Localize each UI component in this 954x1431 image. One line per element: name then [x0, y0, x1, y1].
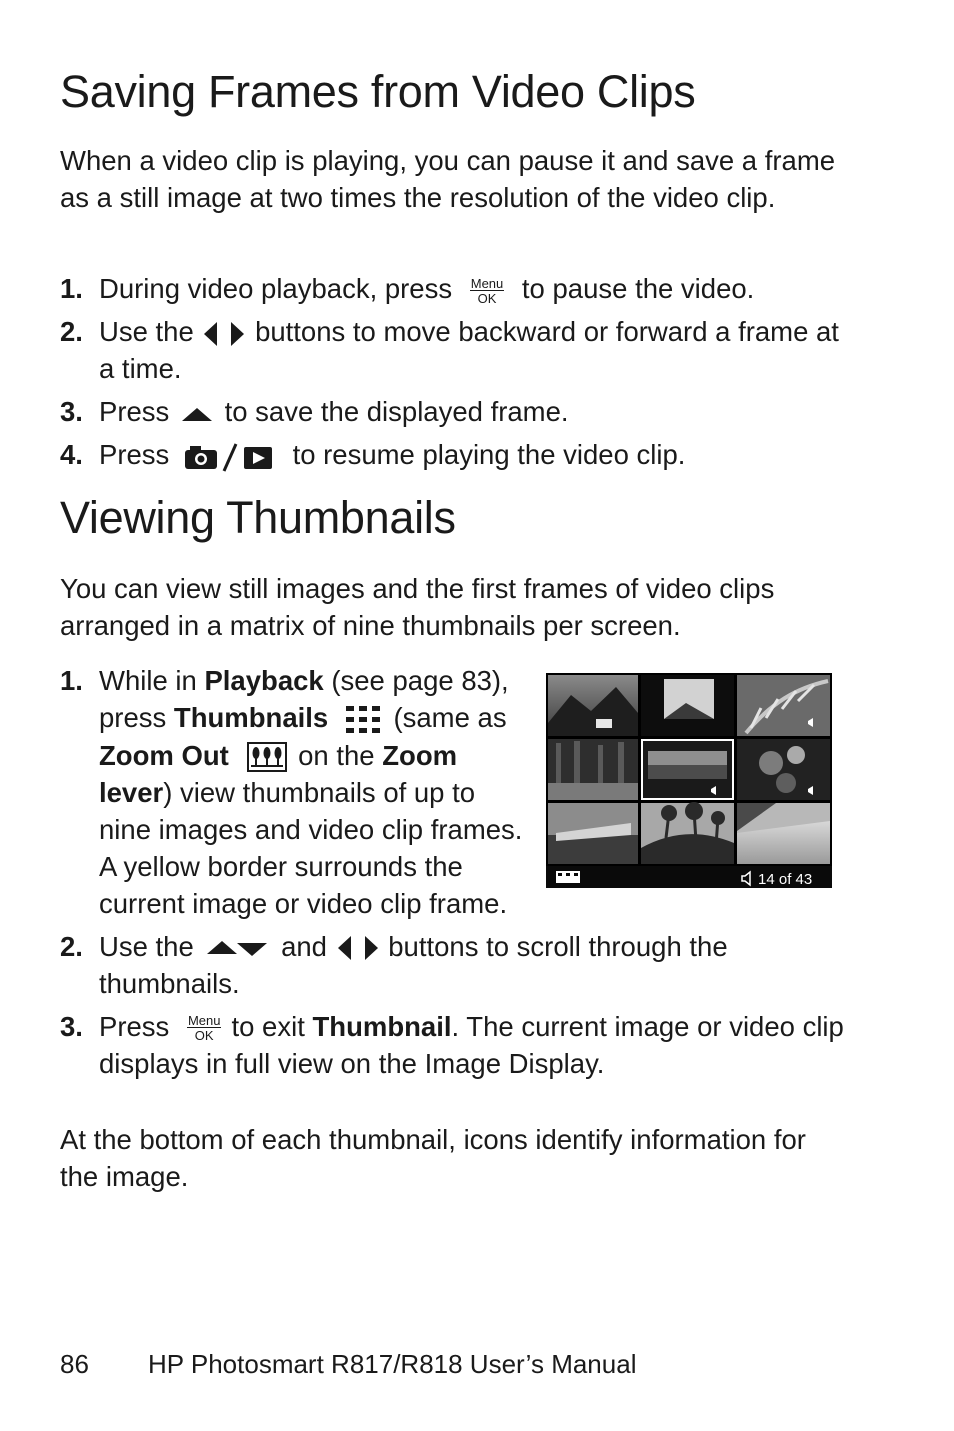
step-text: Press	[99, 396, 170, 427]
step-3: 3. Press Menu OK to exit Thumbnail. The current image or video clip displays in full view on the Image Display.	[60, 1008, 850, 1082]
zoom-out-trees-icon	[236, 741, 290, 773]
step-number: 1.	[60, 273, 83, 304]
step-text: to pause the video.	[521, 273, 755, 304]
zoom-lever-label: Zoom lever	[99, 739, 458, 808]
thumbnail-3-fern	[737, 675, 830, 736]
thumbnail-6-flowers	[737, 739, 830, 800]
thumbnail-status-bar	[546, 866, 832, 888]
image-counter: 14 of 43	[758, 871, 813, 888]
thumbnails-screen-image	[546, 673, 832, 888]
step-4	[60, 436, 850, 473]
step-number: 4.	[60, 439, 83, 470]
step-2	[60, 313, 850, 387]
section-title-saving-frames: Saving Frames from Video Clips	[60, 66, 696, 117]
thumbnail-7-ship	[548, 803, 638, 864]
thumbnails-label: Thumbnails	[173, 702, 329, 733]
thumbnail-4-forest	[548, 739, 638, 800]
thumbnail-label: Thumbnail	[312, 1010, 452, 1042]
up-down-arrows-icon	[201, 936, 273, 960]
step-number: 2.	[60, 316, 83, 347]
step-2: 2. Use the and buttons to scroll through the thumbnails.	[60, 928, 850, 1002]
playback-label: Playback	[204, 665, 324, 696]
thumbnails-outro: At the bottom of each thumbnail, icons identify information for the image.	[60, 1124, 806, 1192]
step-1: 1. While in Playback (see page 83), press Thumbnails (same as Zoom Out on the Zoom lever) view thumbnails of up to nine images and video clip frames. A yellow border surrounds the current image or video clip frame.	[60, 662, 527, 922]
left-right-arrows-icon	[201, 320, 247, 348]
step-number: 2.	[60, 930, 83, 962]
step-1	[60, 270, 850, 307]
step-text: Use the	[99, 316, 194, 347]
page-number: 86	[60, 1349, 89, 1379]
step-number: 1.	[60, 665, 83, 696]
thumbnail-8-palms	[641, 802, 734, 864]
menu-ok-button-icon: Menu OK	[470, 275, 504, 306]
section-title-viewing-thumbnails: Viewing Thumbnails	[60, 492, 456, 543]
thumbnail-9-beach	[737, 803, 830, 864]
thumbnail-5-selected	[641, 739, 734, 800]
menu-ok-button-icon: Menu OK	[187, 1013, 221, 1044]
thumbnails-mode-icon	[556, 871, 580, 883]
thumbnail-2-sunset	[641, 675, 734, 736]
step-number: 3.	[60, 1010, 83, 1042]
step-3	[60, 393, 850, 430]
step-text: During video playback, press	[99, 273, 453, 304]
viewing-thumbnails-intro: You can view still images and the first frames of video clips arranged in a matrix of nine thumbnails per screen.	[60, 573, 775, 641]
page-footer	[60, 1349, 636, 1380]
camera-playback-button-icon	[177, 442, 285, 472]
saving-frames-steps	[60, 270, 850, 473]
thumbnails-grid-icon	[336, 703, 386, 737]
step-text: to save the displayed frame.	[224, 396, 569, 427]
thumbnail-1-mountain	[548, 675, 638, 736]
zoom-out-label: Zoom Out	[99, 739, 229, 771]
step-text: to resume playing the video clip.	[292, 439, 686, 470]
saving-frames-intro: When a video clip is playing, you can pause it and save a frame as a still image at two times the resolution of the video clip.	[60, 145, 836, 213]
step-number: 3.	[60, 396, 83, 427]
manual-title: HP Photosmart R817/R818 User’s Manual	[148, 1349, 637, 1379]
step-text: Press	[99, 439, 170, 470]
left-right-arrows-icon	[335, 934, 381, 962]
up-arrow-icon	[177, 403, 217, 425]
step-text: buttons to move backward or forward a frame at a time.	[99, 316, 839, 384]
